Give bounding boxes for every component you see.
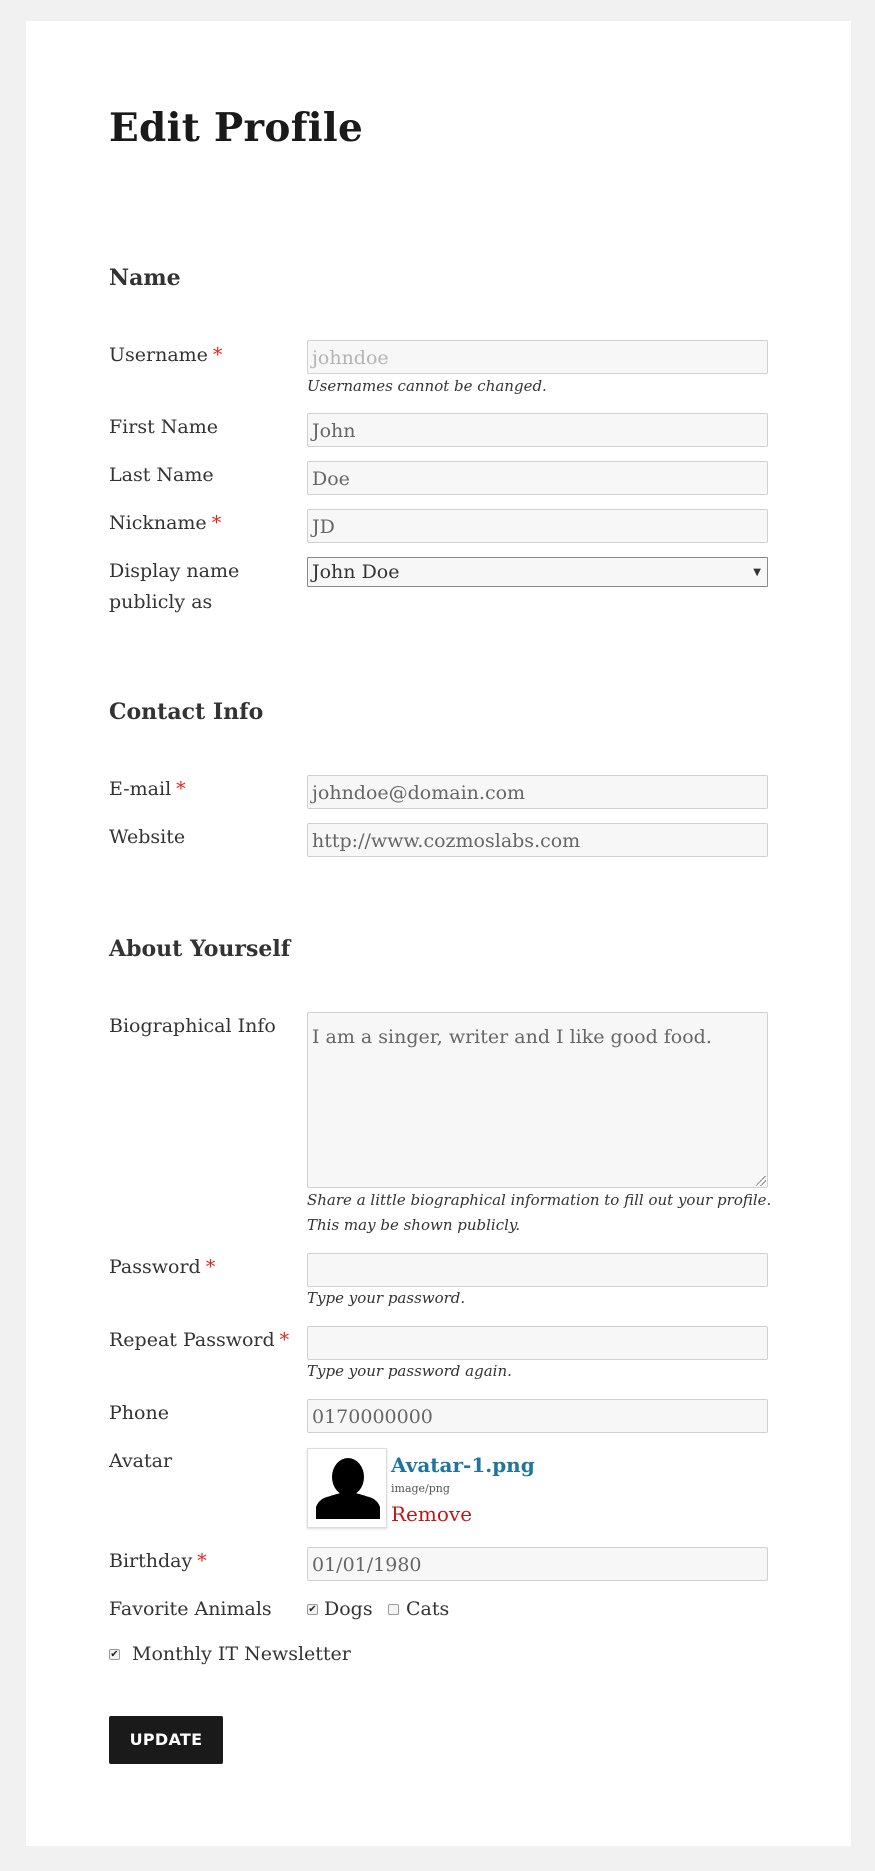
nickname-input[interactable]: JD xyxy=(307,509,768,543)
dogs-label[interactable]: Dogs xyxy=(324,1598,373,1620)
password-input[interactable] xyxy=(307,1253,768,1287)
page-title: Edit Profile xyxy=(109,105,364,151)
website-label: Website xyxy=(109,826,186,848)
phone-input[interactable]: 0170000000 xyxy=(307,1399,768,1433)
email-input[interactable]: johndoe@domain.com xyxy=(307,775,768,809)
username-hint: Usernames cannot be changed. xyxy=(307,377,547,395)
display-name-label: Display name publicly as xyxy=(109,560,240,613)
section-heading-name: Name xyxy=(109,265,181,291)
birthday-input[interactable]: 01/01/1980 xyxy=(307,1547,768,1581)
resize-grip-icon[interactable] xyxy=(756,1176,766,1186)
website-input[interactable]: http://www.cozmoslabs.com xyxy=(307,823,768,857)
section-heading-contact: Contact Info xyxy=(109,699,264,725)
bio-textarea[interactable] xyxy=(307,1012,768,1188)
required-marker: * xyxy=(205,1256,216,1278)
required-marker: * xyxy=(211,512,222,534)
cats-checkbox[interactable] xyxy=(388,1604,399,1615)
first-name-label: First Name xyxy=(109,416,218,438)
username-input[interactable]: johndoe xyxy=(307,340,768,374)
last-name-input[interactable]: Doe xyxy=(307,461,768,495)
favorite-animals-label: Favorite Animals xyxy=(109,1598,272,1620)
avatar xyxy=(307,1448,387,1528)
display-name-selected: John Doe xyxy=(312,561,400,583)
avatar-silhouette-icon xyxy=(308,1449,387,1528)
repeat-password-hint: Type your password again. xyxy=(307,1362,512,1380)
username-label: Username * xyxy=(109,344,223,366)
dropdown-arrow-icon: ▼ xyxy=(753,567,761,578)
repeat-password-input[interactable] xyxy=(307,1326,768,1360)
repeat-password-label: Repeat Password * xyxy=(109,1329,290,1351)
avatar-file-link[interactable]: Avatar-1.png xyxy=(391,1453,535,1477)
nickname-label: Nickname * xyxy=(109,512,222,534)
newsletter-checkbox[interactable]: ✔ xyxy=(110,1649,119,1660)
update-button[interactable]: UPDATE xyxy=(109,1716,223,1764)
required-marker: * xyxy=(212,344,223,366)
cats-label[interactable]: Cats xyxy=(406,1598,450,1620)
birthday-label: Birthday * xyxy=(109,1550,207,1572)
avatar-label: Avatar xyxy=(109,1450,173,1472)
password-label: Password * xyxy=(109,1256,216,1278)
phone-label: Phone xyxy=(109,1402,169,1424)
bio-text: I am a singer, writer and I like good food. xyxy=(312,1026,712,1048)
required-marker: * xyxy=(197,1550,207,1572)
dogs-checkbox[interactable]: ✔ xyxy=(308,1604,317,1615)
section-heading-about: About Yourself xyxy=(109,936,291,962)
newsletter-label[interactable]: Monthly IT Newsletter xyxy=(132,1643,351,1665)
bio-hint-line2: This may be shown publicly. xyxy=(307,1216,521,1234)
last-name-label: Last Name xyxy=(109,464,214,486)
required-marker: * xyxy=(279,1329,290,1351)
required-marker: * xyxy=(176,778,186,800)
display-name-select[interactable] xyxy=(307,557,768,587)
email-label: E-mail * xyxy=(109,778,186,800)
first-name-input[interactable]: John xyxy=(307,413,768,447)
avatar-mime-type: image/png xyxy=(391,1482,450,1495)
password-hint: Type your password. xyxy=(307,1289,466,1307)
avatar-remove-link[interactable]: Remove xyxy=(391,1502,473,1526)
bio-hint-line1: Share a little biographical information to fill out your profile. xyxy=(307,1191,772,1209)
bio-label: Biographical Info xyxy=(109,1015,276,1037)
